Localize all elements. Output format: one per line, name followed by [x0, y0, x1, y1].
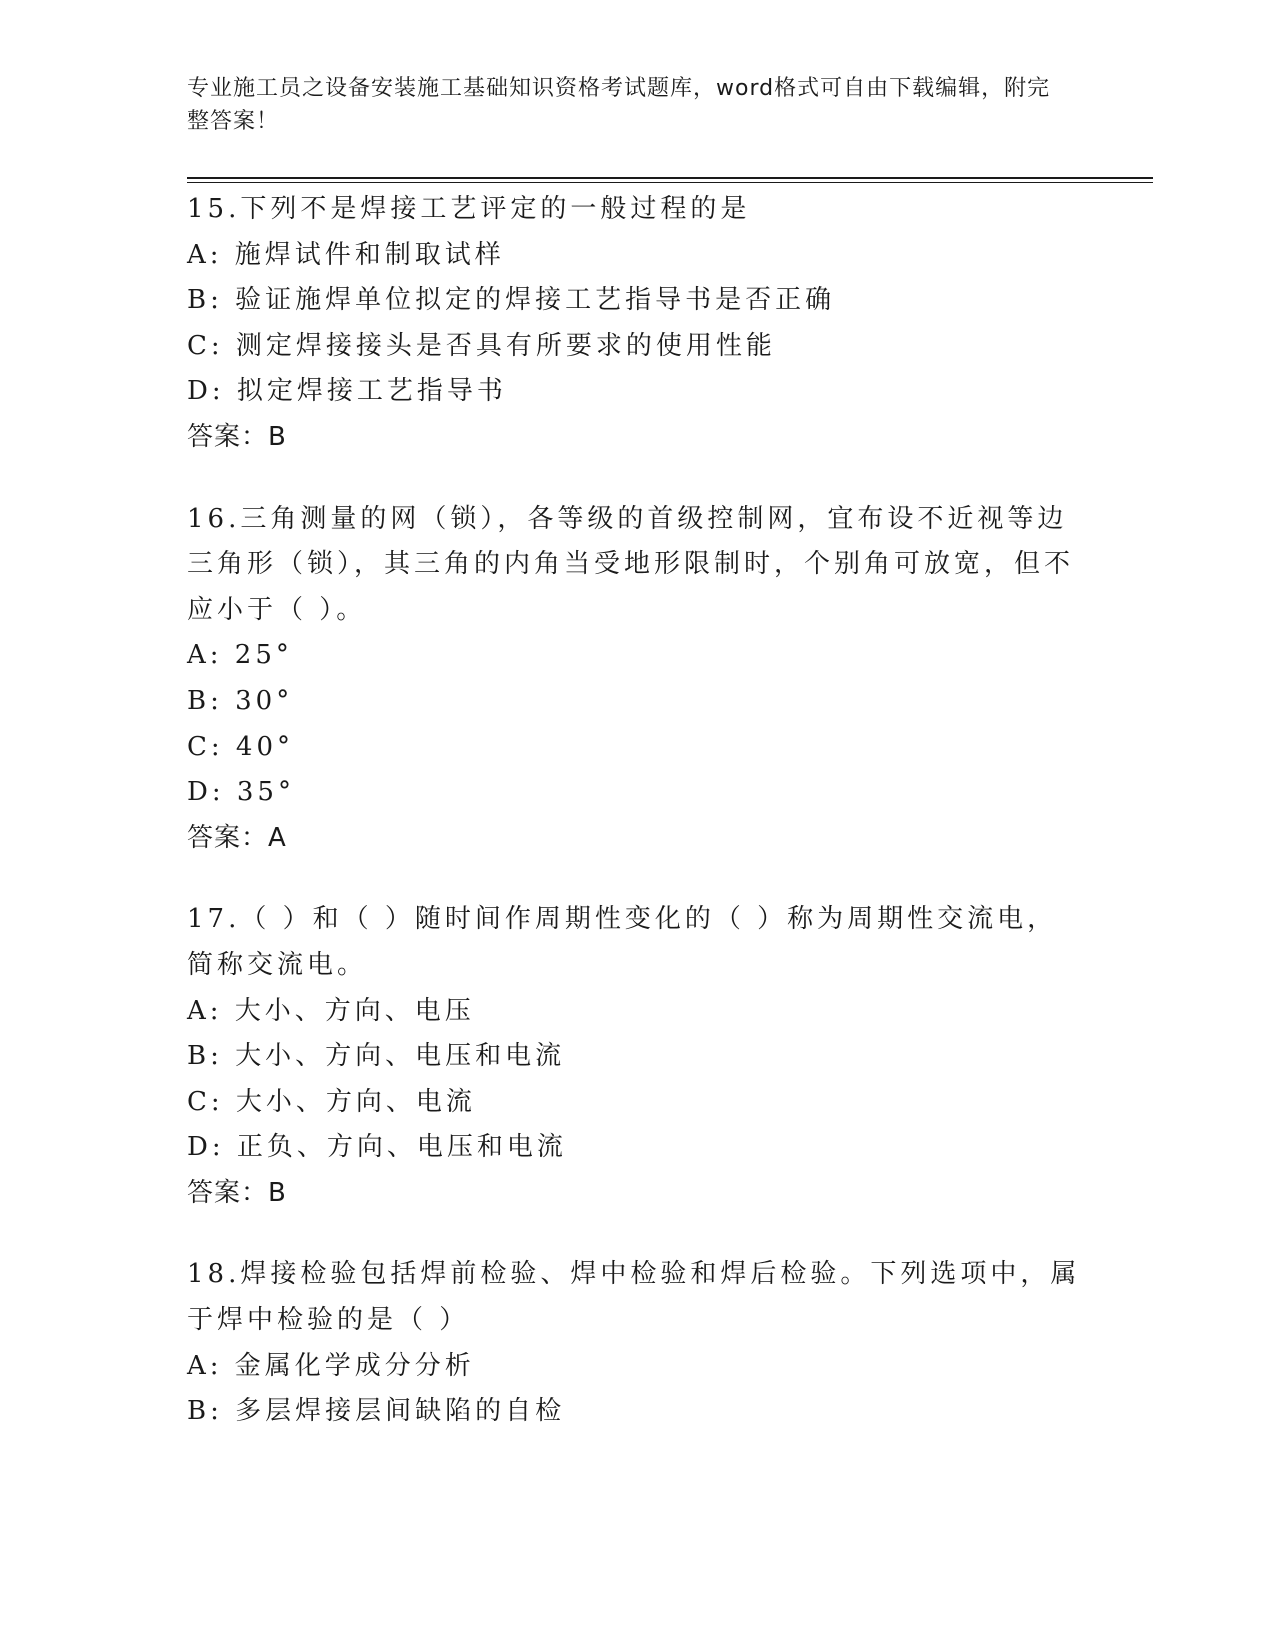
question-18: [187, 1252, 1087, 1434]
question-stem: 16.三角测量的网（锁），各等级的首级控制网，宜布设不近视等边三角形（锁），其三角的内角当受地形限制时，个别角可放宽，但不应小于（ ）。: [187, 503, 1075, 625]
option-c: C: 大小、方向、电流: [187, 1086, 476, 1117]
option-a: A: 25°: [187, 640, 293, 671]
question-stem: 18.焊接检验包括焊前检验、焊中检验和焊后检验。下列选项中，属于焊中检验的是（ ）: [187, 1259, 1081, 1336]
question-stem: 15.下列不是焊接工艺评定的一般过程的是: [187, 194, 751, 224]
answer: 答案：A: [187, 822, 287, 853]
option-b: B: 大小、方向、电压和电流: [187, 1041, 566, 1072]
option-b: B: 验证施焊单位拟定的焊接工艺指导书是否正确: [187, 285, 836, 316]
question-15: [187, 187, 1087, 461]
option-a: A: 金属化学成分分析: [187, 1350, 475, 1381]
option-b: B: 多层焊接层间缺陷的自检: [187, 1396, 566, 1427]
header-divider-thin: [187, 182, 1153, 183]
option-a: A: 施焊试件和制取试样: [187, 239, 505, 270]
option-d: D: 拟定焊接工艺指导书: [187, 376, 507, 407]
question-stem: 17.（ ）和（ ）随时间作周期性变化的（ ）称为周期性交流电，简称交流电。: [187, 904, 1058, 980]
question-16: [187, 497, 1087, 862]
answer: 答案：B: [187, 1177, 287, 1208]
option-a: A: 大小、方向、电压: [187, 995, 475, 1026]
option-b: B: 30°: [187, 685, 294, 716]
option-d: D: 35°: [187, 777, 295, 808]
question-list: [187, 187, 1087, 1471]
header-divider-thick: [187, 177, 1153, 179]
option-d: D: 正负、方向、电压和电流: [187, 1132, 567, 1163]
option-c: C: 40°: [187, 731, 295, 762]
answer: 答案：B: [187, 421, 287, 452]
option-c: C: 测定焊接接头是否具有所要求的使用性能: [187, 330, 776, 361]
document-header: 专业施工员之设备安装施工基础知识资格考试题库，word格式可自由下载编辑，附完整答案！: [187, 76, 1051, 134]
question-17: [187, 897, 1087, 1216]
